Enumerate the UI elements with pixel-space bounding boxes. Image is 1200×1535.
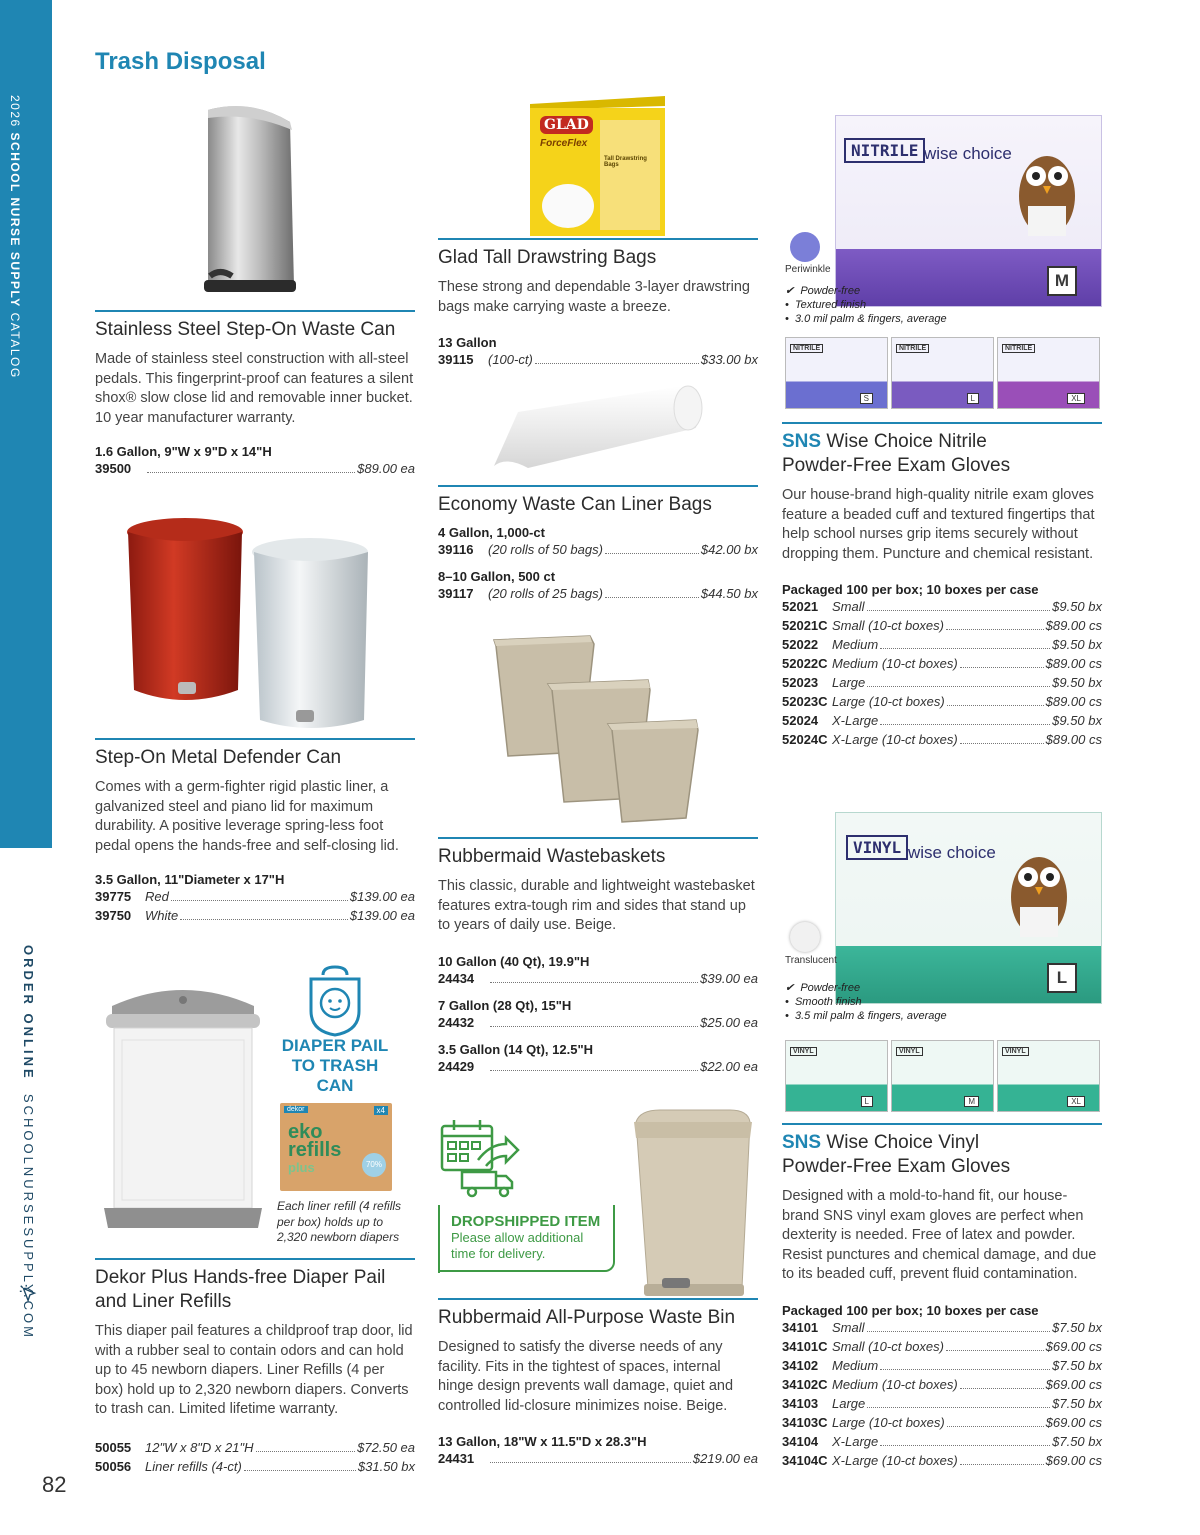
swatch-label: Translucent [785,955,837,966]
waste-bin-image [630,1108,755,1298]
price: $9.50 bx [1052,637,1102,652]
sku-row [782,711,1102,730]
sku-table [782,597,1102,749]
feature-list [785,981,947,1023]
sku-desc: (100-ct) [488,352,533,367]
product-description: Made of stainless steel construction with all-steel pedals. This fingerprint-proof can features a silent shox® slow close lid and removable inner bucket. 10 year manufacturer warranty. [95,351,414,426]
sku-desc: 12"W x 8"D x 21"H [145,1439,254,1455]
dropship-line: Please allow additional [451,1230,584,1245]
pack-heading: Packaged 100 per box; 10 boxes per case [782,582,1039,597]
sku: 50056 [95,1458,132,1474]
sku-desc: X-Large (10-ct boxes) [832,1452,958,1468]
liner-roll-image [488,382,708,474]
dropship-notice [438,1205,615,1272]
sku: 39117 [438,586,474,601]
product-wastebaskets [438,837,758,1076]
sku-desc: Large [832,1395,866,1411]
vinyl-box-image [835,812,1102,1004]
feature-list [785,284,947,326]
box-size: L [1047,963,1077,993]
defender-cans-image [120,510,390,740]
sku-row [95,906,415,925]
price: $31.50 bx [357,1458,415,1474]
price: $69.00 cs [1045,1338,1102,1354]
sku-row [782,1394,1102,1413]
price: $9.50 bx [1052,713,1102,728]
sku: 52022C [782,656,828,671]
sku-desc: (20 rolls of 25 bags) [488,586,603,601]
page-number: 82 [42,1472,67,1497]
product-description: This diaper pail features a childproof trap door, lid with a rubber seal to contain odors and can hold up to 45 newborn diapers. Liner Refills (4 per box) hold up to 2,320 newborn diapers. Converts to trash can. Limited lifetime warranty. [95,1323,413,1417]
price: $89.00 cs [1045,656,1102,671]
price: $139.00 ea [349,908,415,923]
nitrile-size-boxes [785,337,1100,409]
sku-row [95,1438,415,1457]
box-name: Tall Drawstring Bags [604,156,647,168]
price: $69.00 cs [1045,1414,1102,1430]
price: $89.00 cs [1045,618,1102,633]
product-all-purpose-bin [438,1298,758,1468]
sku: 34104C [782,1452,828,1468]
price: $22.00 ea [700,1058,758,1074]
price: $9.50 bx [1052,675,1102,690]
sku-row [95,459,415,478]
sku-desc: Small (10-ct boxes) [832,1338,944,1354]
price: $89.00 cs [1045,732,1102,747]
glove-box-large: VINYL L [785,1040,888,1112]
sku: 52022 [782,637,819,652]
badge-line: DIAPER PAIL [281,1036,389,1055]
size-heading: 13 Gallon, 18"W x 11.5"D x 28.3"H [438,1434,647,1449]
product-title: Step-On Metal Defender Can [95,747,342,768]
box-brand: dekor [284,1106,308,1113]
box-percent: 70% [362,1153,386,1177]
price: $69.00 cs [1045,1452,1102,1468]
sku: 39500 [95,461,132,476]
size-heading: 10 Gallon (40 Qt), 19.9"H [438,953,590,969]
sku: 34101C [782,1338,828,1354]
price: $7.50 bx [1052,1319,1102,1335]
sku: 52023C [782,694,828,709]
sku-desc: Medium (10-ct boxes) [832,1376,958,1392]
product-title: Dekor Plus Hands-free Diaper Pail and Liner Refills [95,1267,386,1312]
feature-item: ✔ Powder-free [785,982,861,994]
sku-row [438,584,758,603]
page-title: Trash Disposal [95,48,266,75]
owl-mascot-icon [1004,837,1074,947]
sku-desc: Liner refills (4-ct) [145,1458,242,1474]
sku-desc: Small [832,599,865,614]
price: $69.00 cs [1045,1376,1102,1392]
sku: 34102 [782,1357,819,1373]
product-title: SNS Wise Choice Vinyl Powder-Free Exam Gloves [782,1132,1011,1177]
sku-row [782,1451,1102,1470]
price: $25.00 ea [700,1014,758,1030]
wastebaskets-image [490,632,710,827]
feature-item: • 3.5 mil palm & fingers, average [785,1010,947,1022]
product-description: Our house-brand high-quality nitrile exam gloves feature a beaded cuff and textured fingertips that help school nurses grip items securely without dropping them. Puncture and chemical resistant. [782,487,1095,562]
sku: 34103 [782,1395,819,1411]
glove-box-large: NITRILE L [891,337,994,409]
size-heading: 13 Gallon [438,335,497,350]
sku-row [782,1432,1102,1451]
sku: 52021C [782,618,828,633]
sku-row [782,654,1102,673]
price: $7.50 bx [1052,1395,1102,1411]
feature-item: • Textured finish [785,299,867,311]
box-brand: wise choice [908,843,996,862]
sku-row [438,1449,758,1468]
sku-row [782,692,1102,711]
sku-desc: Small (10-ct boxes) [832,618,944,633]
sku: 39750 [95,908,132,923]
baby-face-icon [305,965,365,1037]
glove-box-xl: VINYL XL [997,1040,1100,1112]
sku-row [782,1413,1102,1432]
diaper-pail-image [98,980,268,1235]
product-vinyl-gloves [782,1123,1102,1470]
size-heading: 1.6 Gallon, 9"W x 9"D x 14"H [95,444,272,459]
product-defender-can [95,738,415,925]
sku-desc: Large (10-ct boxes) [832,1414,945,1430]
owl-mascot-icon [1012,136,1082,246]
sku: 34104 [782,1433,819,1449]
price: $72.50 ea [357,1439,415,1455]
price: $9.50 bx [1052,599,1102,614]
box-line: ForceFlex [540,138,588,149]
sku: 52023 [782,675,819,690]
price: $219.00 ea [692,1451,758,1466]
sku-desc: (20 rolls of 50 bags) [488,542,603,557]
diaper-pail-badge [275,1036,395,1096]
box-label: VINYL [846,835,908,860]
sku: 39115 [438,352,474,367]
swatch-label: Periwinkle [785,264,831,275]
product-nitrile-gloves [782,422,1102,749]
catalog-label: 2026 SCHOOL NURSE SUPPLY CATALOG [8,95,22,379]
product-title: Rubbermaid Wastebaskets [438,846,666,867]
refill-caption: Each liner refill (4 refills per box) holds up to 2,320 newborn diapers [277,1199,402,1244]
price: $44.50 bx [700,586,758,601]
sku-desc: X-Large [832,713,879,728]
sku: 52024C [782,732,828,747]
product-description: These strong and dependable 3-layer drawstring bags make carrying waste a breeze. [438,279,750,315]
sku-row [438,1013,758,1032]
price: $7.50 bx [1052,1357,1102,1373]
sku-row [95,887,415,906]
refills-box-image [280,1103,392,1191]
sku: 24432 [438,1014,475,1030]
product-description: Comes with a germ-fighter rigid plastic liner, a galvanized steel and piano lid for maximum durability. A positive leverage spring-less foot pedal opens the hands-free and self-closing lid. [95,779,399,854]
stainless-steel-can-image [190,100,310,300]
product-title: Stainless Steel Step-On Waste Can [95,319,396,340]
price: $89.00 cs [1045,694,1102,709]
sku-desc: X-Large (10-ct boxes) [832,732,958,747]
price: $89.00 ea [357,461,415,476]
sku-row [782,597,1102,616]
product-title: Glad Tall Drawstring Bags [438,247,657,268]
nitrile-box-image [835,115,1102,307]
sku-desc: Medium (10-ct boxes) [832,656,958,671]
color-swatch [790,922,820,952]
box-size: M [1047,266,1077,296]
box-label: NITRILE [844,138,925,163]
sku: 24434 [438,970,475,986]
cursor-click-icon [18,1283,40,1305]
sku-row [782,673,1102,692]
calendar-truck-icon [440,1118,522,1198]
sku-row [438,350,758,369]
size-heading: 3.5 Gallon (14 Qt), 12.5"H [438,1041,593,1057]
glove-box-xl: NITRILE XL [997,337,1100,409]
sku: 24431 [438,1451,475,1466]
box-brand: GLAD [540,116,593,134]
sku: 52024 [782,713,819,728]
sku-table [782,1318,1102,1470]
price: $7.50 bx [1052,1433,1102,1449]
dropship-line: time for delivery. [451,1246,546,1261]
sku-row [782,635,1102,654]
sku-row [95,1457,415,1476]
sku-desc: Large [832,675,866,690]
product-economy-liners [438,485,758,603]
sku-row [438,1057,758,1076]
size-heading: 8–10 Gallon, 500 ct [438,569,556,584]
product-title: Economy Waste Can Liner Bags [438,494,712,515]
sku: 34101 [782,1319,819,1335]
product-description: Designed to satisfy the diverse needs of any facility. Fits in the tightest of spaces, internal hinge design prevents wall damage, quiet and controlled lid-closure minimizes noise. Beige. [438,1339,734,1414]
glad-box-image [530,96,665,236]
sku-row [782,1318,1102,1337]
sku: 24429 [438,1058,475,1074]
sku-row [782,1375,1102,1394]
sku-row [782,1337,1102,1356]
sku-desc: Medium [832,637,879,652]
price: $139.00 ea [349,889,415,904]
glove-box-medium: VINYL M [891,1040,994,1112]
product-description: This classic, durable and lightweight wastebasket features extra-tough rim and sides that stand up to years of daily use. Beige. [438,878,755,933]
sku: 39775 [95,889,132,904]
box-count: x4 [374,1106,388,1115]
sku-row [782,616,1102,635]
box-text: eko refills plus [288,1121,342,1175]
product-glad-bags [438,238,758,369]
price: $33.00 bx [700,352,758,367]
sku-desc: Medium [832,1357,879,1373]
color-swatch [790,232,820,262]
sku-row [438,969,758,988]
dropship-title: DROPSHIPPED ITEM [451,1213,601,1230]
sku-row [782,1356,1102,1375]
price: $42.00 bx [700,542,758,557]
product-title: Rubbermaid All-Purpose Waste Bin [438,1307,736,1328]
size-heading: 7 Gallon (28 Qt), 15"H [438,997,572,1013]
sku-desc: X-Large [832,1433,879,1449]
sku: 50055 [95,1439,132,1455]
product-diaper-pail [95,1258,415,1476]
feature-item: • 3.0 mil palm & fingers, average [785,313,947,325]
sku: 34103C [782,1414,828,1430]
price: $39.00 ea [700,970,758,986]
sku-desc: White [145,908,179,923]
order-online-link[interactable]: ORDER ONLINE SCHOOLNURSESUPPLY.COM [21,945,36,1340]
sku-row [782,730,1102,749]
product-stainless-steel-can [95,310,415,478]
sku-desc: Small [832,1319,865,1335]
sku: 52021 [782,599,819,614]
sku: 39116 [438,542,474,557]
glove-box-small: NITRILE S [785,337,888,409]
size-heading: 3.5 Gallon, 11"Diameter x 17"H [95,872,285,887]
sku-desc: Large (10-ct boxes) [832,694,945,709]
pack-heading: Packaged 100 per box; 10 boxes per case [782,1302,1039,1318]
size-heading: 4 Gallon, 1,000-ct [438,525,545,540]
product-title: SNS Wise Choice Nitrile Powder-Free Exam Gloves [782,431,1011,476]
sku: 34102C [782,1376,828,1392]
box-brand: wise choice [924,144,1012,163]
badge-line: TO TRASH CAN [291,1056,379,1095]
product-description: Designed with a mold-to-hand fit, our house-brand SNS vinyl exam gloves are perfect when dexterity is needed. Free of latex and powder. Resist punctures and chemical damage, and due to its beaded cuff, prevent fluid contamination. [782,1188,1097,1282]
feature-item: ✔ Powder-free [785,285,861,297]
vinyl-size-boxes [785,1040,1100,1112]
sku-row [438,540,758,559]
sku-desc: Red [145,889,169,904]
feature-item: • Smooth finish [785,996,862,1008]
